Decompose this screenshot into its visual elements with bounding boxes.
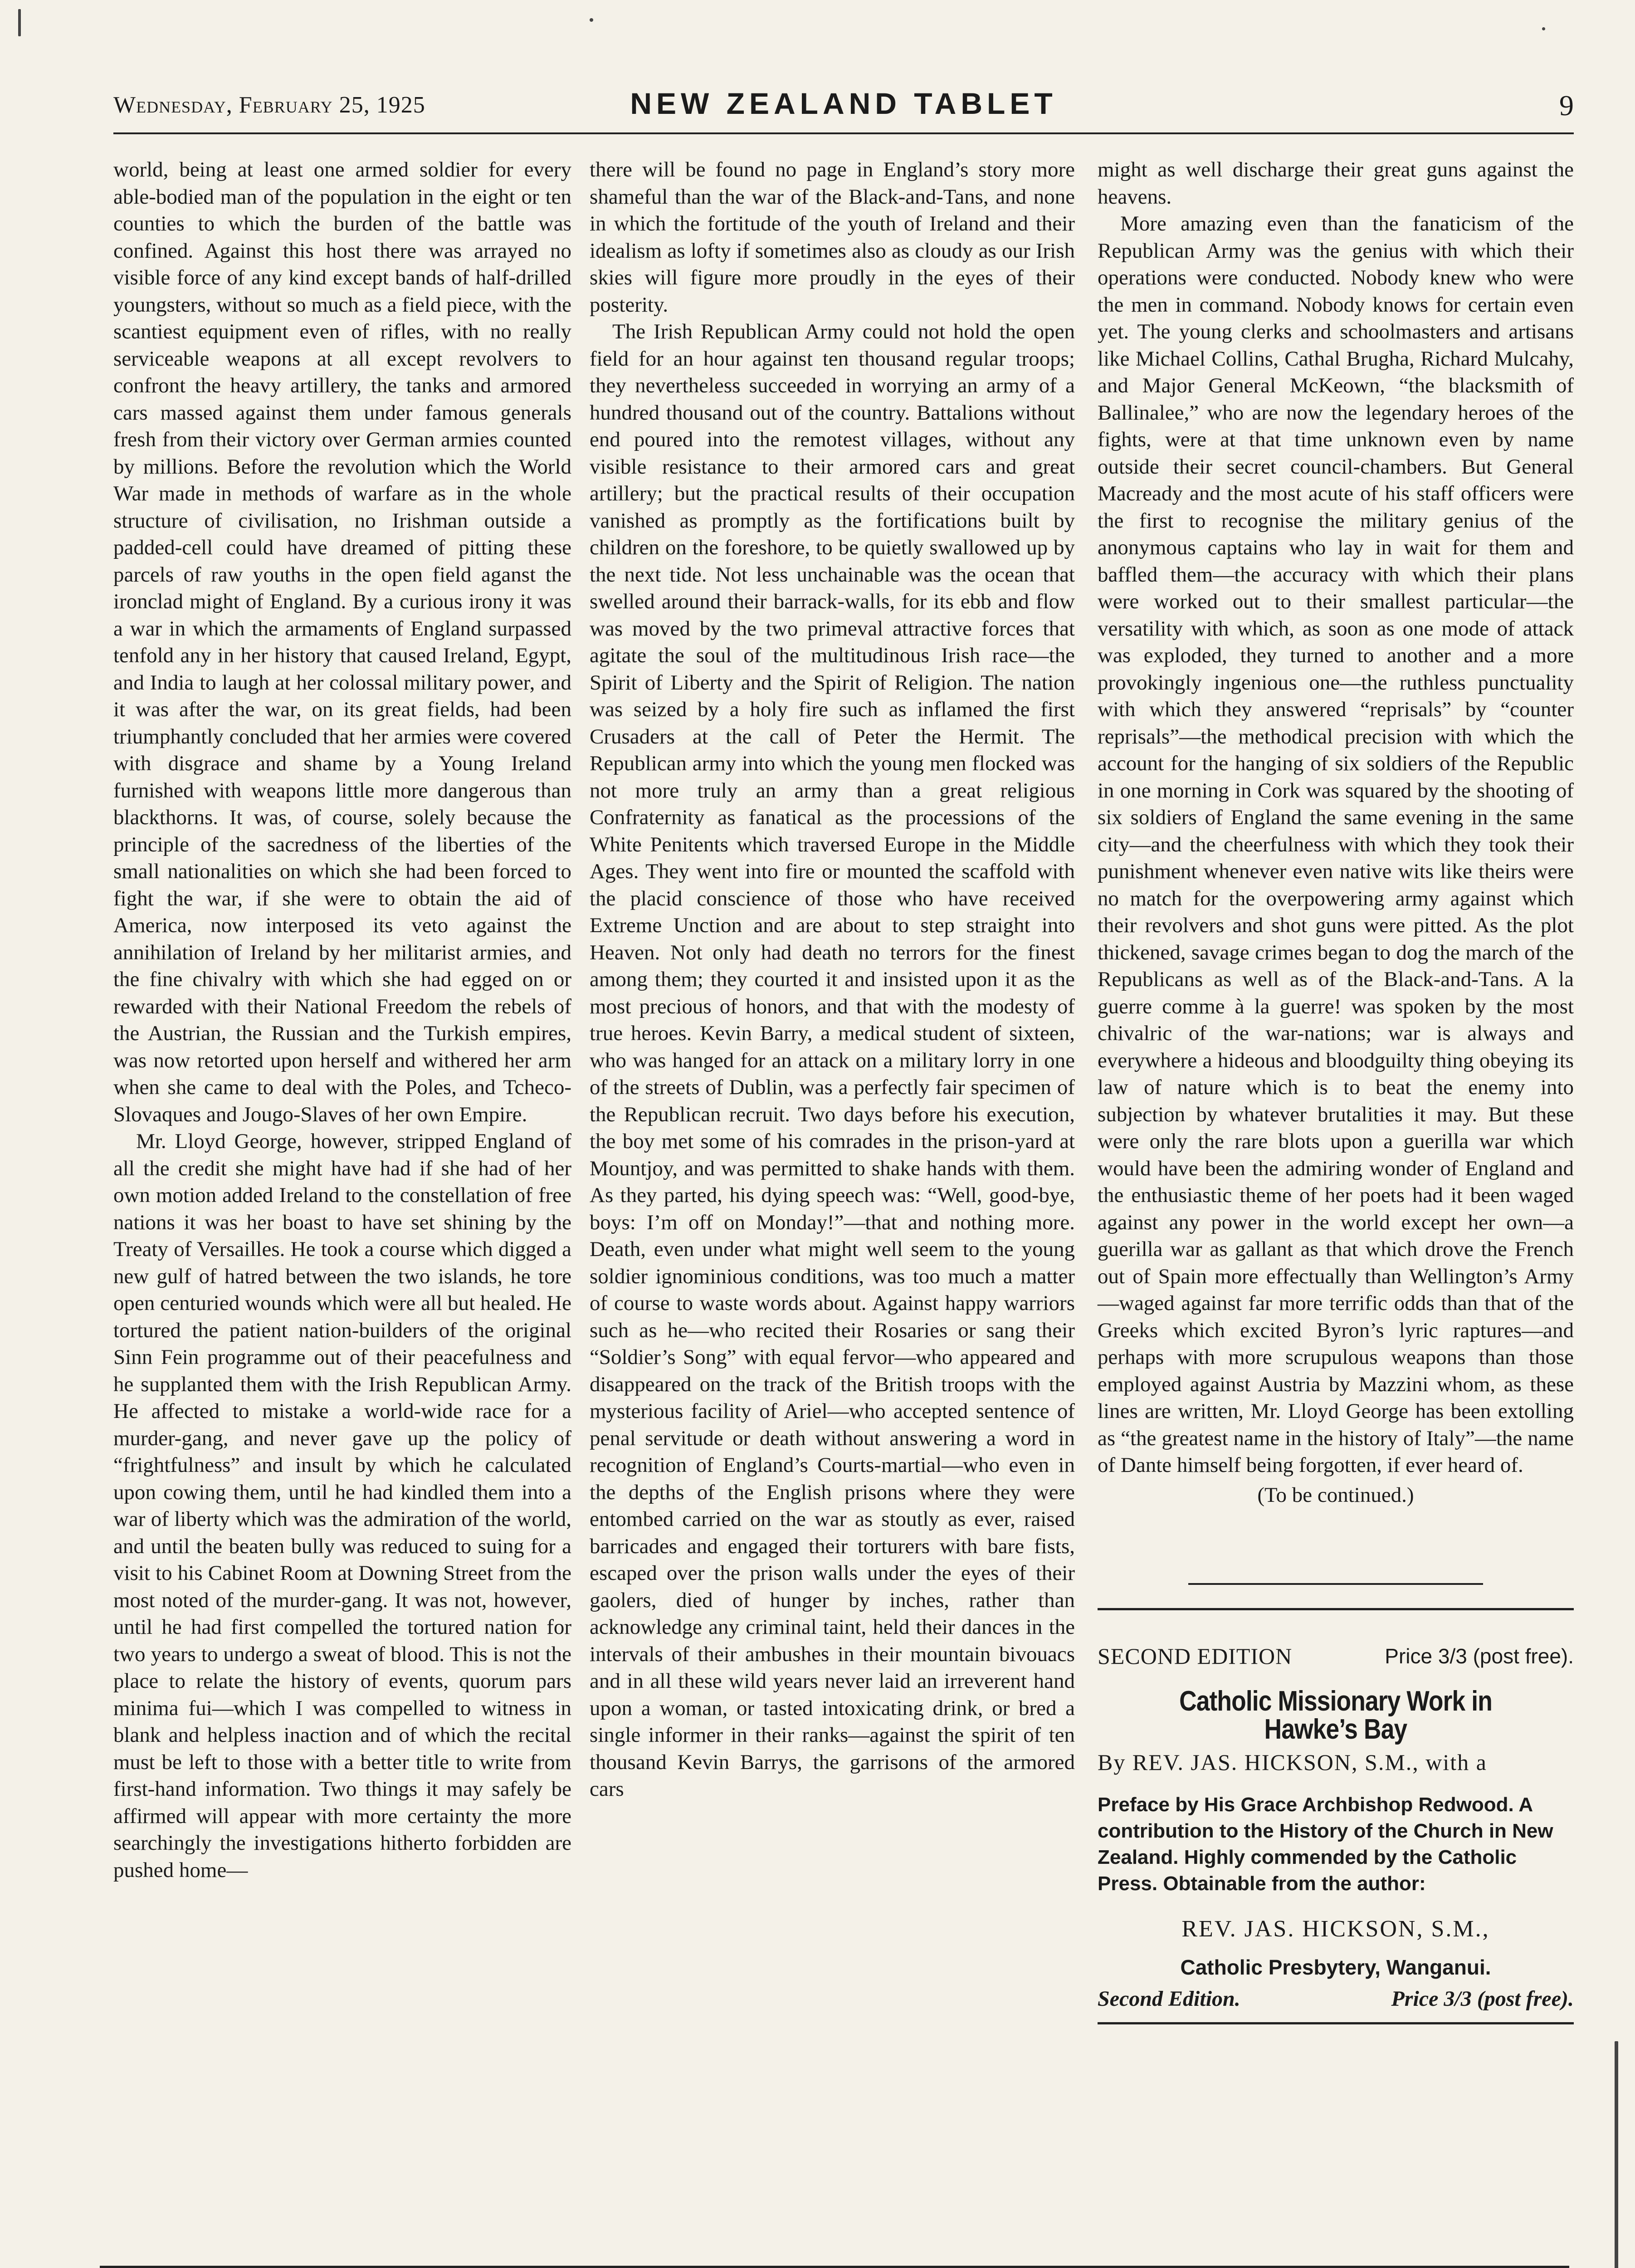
header-rule <box>113 132 1574 134</box>
article-column-3 <box>1098 156 1574 1685</box>
issue-date: Wednesday, February 25, 1925 <box>113 92 425 118</box>
print-mark <box>1542 27 1545 30</box>
advert-bottom-rule <box>1098 2022 1574 2024</box>
book-advertisement <box>1098 1642 1574 2014</box>
price-bottom-label: Price 3/3 (post free). <box>1391 1987 1574 2011</box>
short-divider <box>1188 1583 1483 1585</box>
price-label: Price 3/3 (post free). <box>1385 1644 1574 1668</box>
continued-note: (To be continued.) <box>1257 1483 1414 1507</box>
second-edition-label: Second Edition. <box>1098 1987 1240 2011</box>
masthead-title: NEW ZEALAND TABLET <box>630 87 1057 120</box>
advert-top-rule <box>1098 1608 1574 1610</box>
paragraph: there will be found no page in England’s story more shameful than the war of the Black-and-Tans, and none in which the fortitude of the youth of Ireland and their idealism as lofty if sometimes also as cloudy as our Irish skies will figure more proudly in the eyes of their posterity. <box>590 158 1075 317</box>
advert-byline: By REV. JAS. HICKSON, S.M., with a <box>1098 1750 1487 1775</box>
studio-advertisement <box>100 2266 1569 2268</box>
advert-address: Catholic Presbytery, Wanganui. <box>1180 1955 1491 1979</box>
page-header <box>113 82 1574 132</box>
advert-author: REV. JAS. HICKSON, S.M., <box>1181 1916 1490 1942</box>
article-column-1 <box>113 156 571 2268</box>
print-mark <box>590 18 593 22</box>
print-mark <box>18 9 21 36</box>
paragraph: world, being at least one armed soldier for every able-bodied man of the population in the eight or ten counties to which the burden of the battle was confined. Against this host there was arrayed no visible force of any kind except bands of half-drilled youngsters, without so much as a field piece, with the scantiest equipment even of rifles, with no really serviceable weapons at all except revolvers to confront the heavy artillery, the tanks and armored cars massed against them under famous generals fresh from their victory over German armies counted by millions. Before the revolution which the World War made in methods of warfare as in the whole structure of civilisation, no Irishman outside a padded-cell could have dreamed of pitting these parcels of raw youths in the open field aganst the ironclad might of England. By a curious irony it was a war in which the armaments of England surpassed tenfold any in her history that caused Ireland, Egypt, and India to laugh at her colossal military power, and it was after the war, on its great fields, had been triumphantly concluded that her armies were covered with disgrace and shame by a Young Ireland furnished with weapons little more dangerous than blackthorns. It was, of course, solely because the principle of the sacredness of the liberties of the small nationalities on which she had been forced to fight the war, if she were to obtain the aid of America, now interposed its veto against the annihilation of Ireland by her militarist armies, and the fine chivalry with which she had egged on or rewarded with their National Freedom the rebels of the Austrian, the Russian and the Turkish empires, was now retorted upon herself and withered her arm when she came to deal with the Poles, and Tcheco-Slovaques and Jougo-Slaves of her own Empire. <box>113 158 571 1126</box>
page-number: 9 <box>1559 89 1574 122</box>
edition-label: SECOND EDITION <box>1098 1643 1293 1669</box>
paragraph: Mr. Lloyd George, however, stripped England of all the credit she might have had if she had of her own motion added Ireland to the constellation of free nations it was her boast to have set shining by the Treaty of Versailles. He took a course which digged a new gulf of hatred between the two islands, he tore open centuried wounds which were all but healed. He tortured the patient nation-builders of the original Sinn Fein programme out of their peacefulness and he supplanted them with the Irish Republican Army. He affected to mistake a world-wide race for a murder-gang, and never gave up the policy of “frightfulness” and insult by which he calculated upon cowing them, until he had kindled them into a war of liberty which was the admiration of the world, and until the beaten bully was reduced to suing for a visit to his Cabinet Room at Downing Street from the most noted of the murder-gang. It was not, however, until he had first compelled the tortured nation for two years to undergo a sweat of blood. This is not the place to relate the history of events, quorum pars minima fui—which I was compelled to witness in blank and helpless inaction and of which the recital must be left to those with a better title to write from first-hand information. Two things it may safely be affirmed will appear with more certainty the more searchingly the investigations hitherto forbidden are pushed home— <box>113 1129 571 1882</box>
advert-headline: Catholic Missionary Work in Hawke’s Bay <box>1179 1686 1492 1745</box>
paragraph: might as well discharge their great guns against the heavens. <box>1098 158 1574 209</box>
advert-preface: Preface by His Grace Archbishop Redwood. A contribution to the History of the Church in New Zealand. Highly commended by the Catholic Press. Obtainable from the author: <box>1098 1794 1553 1895</box>
paragraph: More amazing even than the fanaticism of the Republican Army was the genius with which their operations were conducted. Nobody knew who were the men in command. Nobody knows for certain even yet. The young clerks and schoolmasters and artisans like Michael Collins, Cathal Brugha, Richard Mulcahy, and Major General McKeown, “the blacksmith of Ballinalee,” who are now the legendary heroes of the fights, were at that time unknown even by name outside their secret council-chambers. But General Macready and the most acute of his staff officers were the first to recognise the military genius of the anonymous captains who lay in wait for them and baffled them—the accuracy with which their plans were worked out to their smallest particular—the versatility with which, as soon as one mode of attack was exploded, they turned to another and a more provokingly ingenious one—the ruthless punctuality with which they answered “reprisals” by “counter reprisals”—the methodical precision with which the account for the hanging of six soldiers of the Republic in one morning in Cork was squared by the shooting of six soldiers of England the same evening in the same city—and the cheerfulness with which they took their punishment whenever even native wits like theirs were no match for the overpowering army against which their revolvers and shot guns were pitted. As the plot thickened, savage crimes began to dog the march of the Republicans as well as of the Black-and-Tans. A la guerre comme à la guerre! was spoken by the most chivalric of the war-nations; war is always and everywhere a hideous and bloodguilty thing obeying its law of nature which is to beat the enemy into subjection by whatever brutalities it may. But these were only the rare blots upon a guerilla war which would have been the admiring wonder of England and the enthusiastic theme of her poets had it been waged against any power in the world except her own—a guerilla war as gallant as that which drove the French out of Spain more effectually than Wellington’s Army—waged against far more terrific odds than that of the Greeks which excited Byron’s lyric raptures—and perhaps with more scrupulous weapons than those employed against Austria by Mazzini whom, as these lines are written, Mr. Lloyd George has been extolling as “the greatest name in the history of Italy”—the name of Dante himself being forgotten, if ever heard of. <box>1098 212 1574 1477</box>
paragraph: The Irish Republican Army could not hold the open field for an hour against ten thousand regular troops; they nevertheless succeeded in worrying an army of a hundred thousand out of the country. Battalions without end poured into the remotest villages, without any visible resistance to their armored cars and great artillery; but the practical results of their occupation vanished as promptly as the fortifications built by children on the foreshore, to be quietly swallowed up by the next tide. Not less unchainable was the ocean that swelled around their barrack-walls, for its ebb and flow was moved by the two primeval attractive forces that agitate the soul of the multitudinous Irish race—the Spirit of Liberty and the Spirit of Religion. The nation was seized by a holy fire such as inflamed the first Crusaders at the call of Peter the Hermit. The Republican army into which the young men flocked was not more truly an army than a great religious Confraternity as fanatical as the processions of the White Penitents which traversed Europe in the Middle Ages. They went into fire or mounted the scaffold with the placid conscience of those who have received Extreme Unction and are about to step straight into Heaven. Not only had death no terrors for the finest among them; they courted it and insisted upon it as the most precious of honors, and that with the modesty of true heroes. Kevin Barry, a medical student of sixteen, who was hanged for an attack on a military lorry in one of the streets of Dublin, was a perfectly fair specimen of the Republican recruit. Two days before his execution, the boy met some of his comrades in the prison-yard at Mountjoy, and was permitted to shake hands with them. As they parted, his dying speech was: “Well, good-bye, boys: I’m off on Monday!”—that and nothing more. Death, even under what might well seem to the young soldier ignominious conditions, was too much a matter of course to waste words about. Against happy warriors such as he—who recited their Rosaries or sang their “Soldier’s Song” with equal fervor—who appeared and disappeared on the track of the British troops with the mysterious facility of Ariel—who accepted sentence of penal servitude or death without answering a word in recognition of England’s Courts-martial—who even in the depths of the English prisons where they were entombed carried on the war as stoutly as ever, raised barricades and engaged their torturers with bare fists, escaped over the prison walls under the eyes of their gaolers, died of hunger by inches, rather than acknowledge any criminal taint, held their dances in the intervals of their ambushes in their mountain bivouacs and in all these wild years never laid an irreverent hand upon a woman, or tasted intoxicating drink, or bred a single informer in their ranks—against the spirit of ten thousand Kevin Barrys, the garrisons of the armored cars <box>590 320 1075 1801</box>
print-mark <box>1615 2041 1618 2268</box>
article-column-2 <box>590 156 1075 2268</box>
